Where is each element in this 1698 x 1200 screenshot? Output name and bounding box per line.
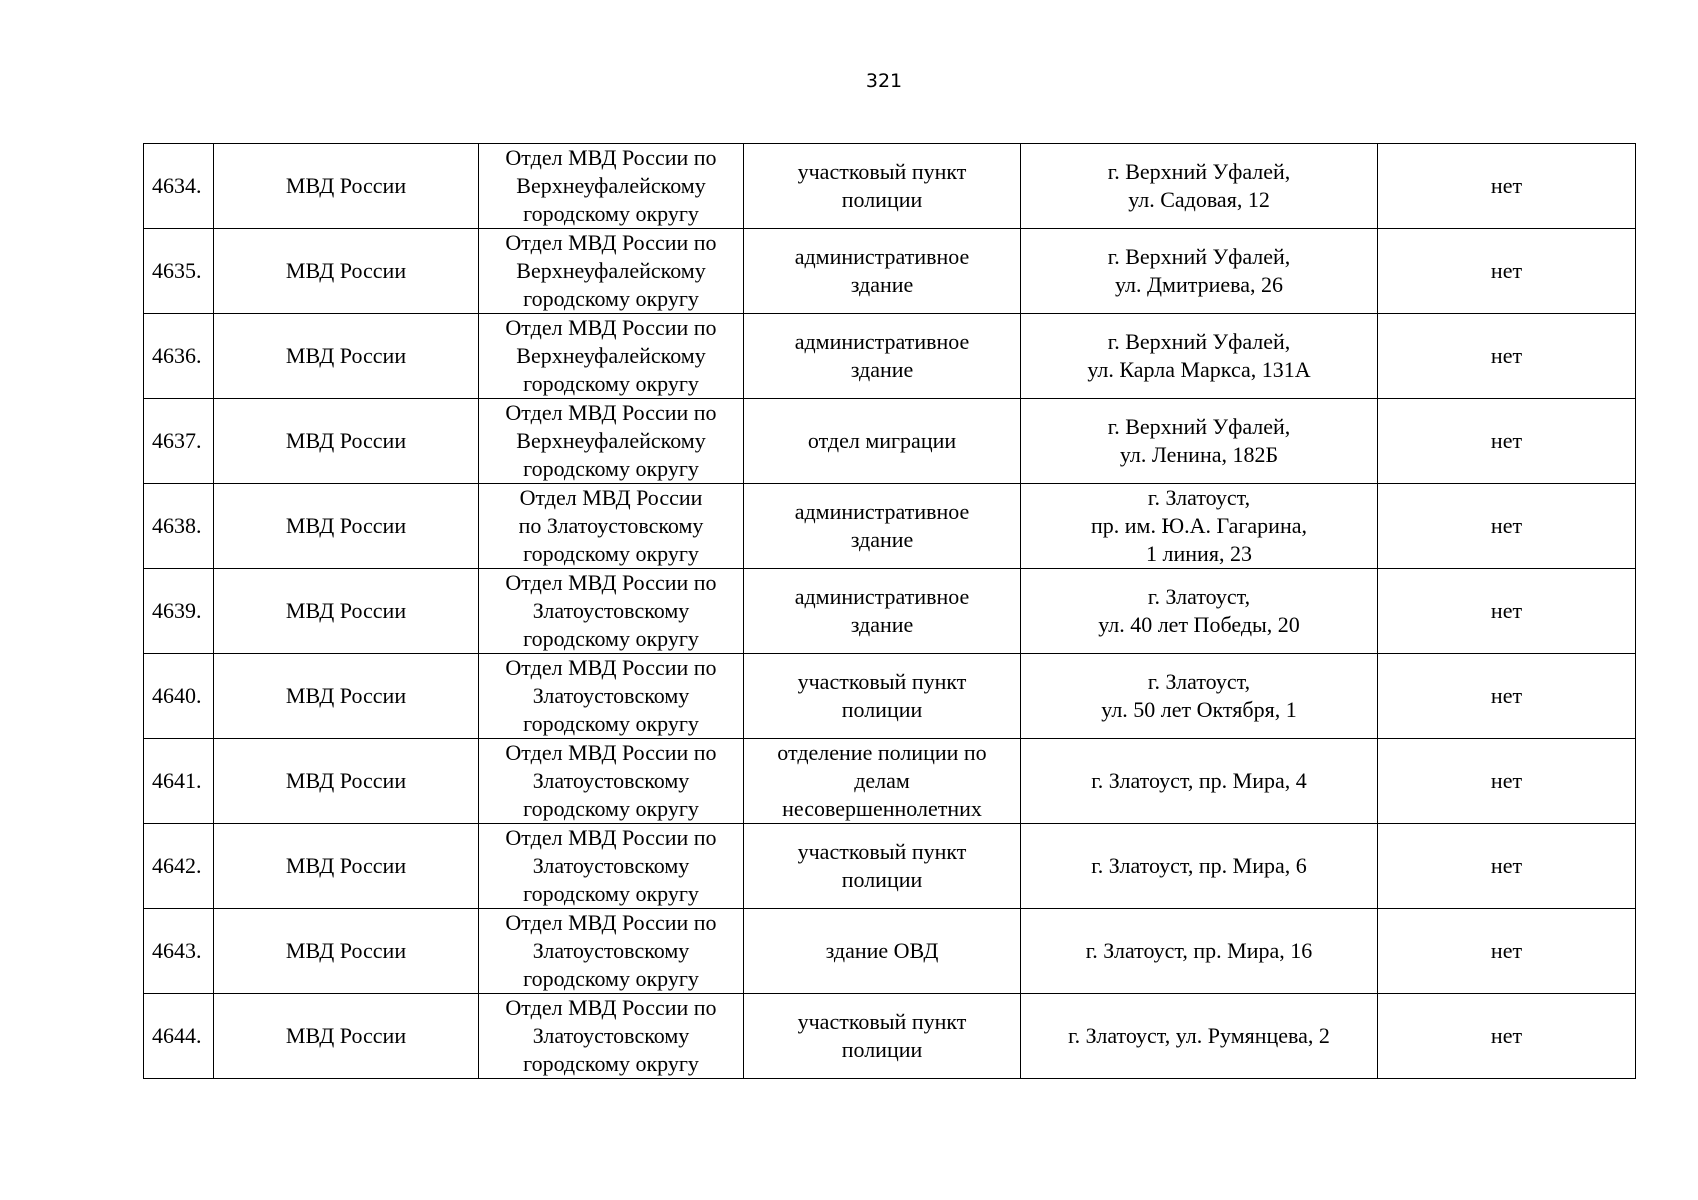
unit-line: городскому округу	[523, 711, 699, 736]
table-row	[144, 824, 1636, 909]
unit-cell	[479, 654, 744, 739]
unit-line: Отдел МВД России по	[505, 995, 717, 1020]
unit-line: Златоустовскому	[532, 598, 690, 623]
unit-line: Златоустовскому	[532, 683, 690, 708]
object-type-line: здание	[850, 612, 914, 637]
address-line: ул. Дмитриева, 26	[1115, 272, 1283, 297]
unit-line: Отдел МВД России по	[505, 570, 717, 595]
unit-line: Отдел МВД России по	[505, 230, 717, 255]
unit-line: городскому округу	[523, 541, 699, 566]
agency-cell: МВД России	[214, 824, 479, 909]
registry-table	[143, 143, 1636, 1079]
object-type-line: полиции	[841, 697, 923, 722]
unit-cell	[479, 569, 744, 654]
address-cell	[1021, 909, 1378, 994]
object-type-line: административное	[794, 329, 970, 354]
address-line: г. Златоуст, ул. Румянцева, 2	[1068, 1023, 1330, 1048]
unit-line: Златоустовскому	[532, 853, 690, 878]
unit-line: Отдел МВД России по	[505, 315, 717, 340]
unit-cell	[479, 229, 744, 314]
unit-line: городскому округу	[523, 201, 699, 226]
object-type-line: полиции	[841, 867, 923, 892]
unit-line: Верхнеуфалейскому	[516, 173, 706, 198]
status-cell: нет	[1378, 739, 1636, 824]
unit-line: Отдел МВД России по	[505, 400, 717, 425]
unit-line: Отдел МВД России по	[505, 145, 717, 170]
object-type-line: участковый пункт	[797, 669, 967, 694]
unit-line: Верхнеуфалейскому	[516, 343, 706, 368]
row-number-cell: 4640.	[144, 654, 214, 739]
unit-line: городскому округу	[523, 626, 699, 651]
table-row	[144, 569, 1636, 654]
object-type-cell	[744, 144, 1021, 229]
address-line: г. Златоуст, пр. Мира, 4	[1091, 768, 1307, 793]
row-number-cell: 4638.	[144, 484, 214, 569]
address-cell	[1021, 654, 1378, 739]
address-cell	[1021, 484, 1378, 569]
unit-line: городскому округу	[523, 796, 699, 821]
row-number-cell: 4642.	[144, 824, 214, 909]
unit-line: Отдел МВД России по	[505, 825, 717, 850]
object-type-cell	[744, 399, 1021, 484]
status-cell: нет	[1378, 144, 1636, 229]
row-number-cell: 4636.	[144, 314, 214, 399]
agency-cell: МВД России	[214, 569, 479, 654]
unit-line: Верхнеуфалейскому	[516, 258, 706, 283]
unit-cell	[479, 399, 744, 484]
object-type-line: административное	[794, 499, 970, 524]
object-type-line: административное	[794, 244, 970, 269]
object-type-line: полиции	[841, 187, 923, 212]
object-type-line: отдел миграции	[807, 428, 957, 453]
object-type-cell	[744, 824, 1021, 909]
object-type-cell	[744, 739, 1021, 824]
object-type-line: несовершеннолетних	[782, 796, 982, 821]
agency-cell: МВД России	[214, 144, 479, 229]
unit-line: по Златоустовскому	[518, 513, 704, 538]
address-cell	[1021, 399, 1378, 484]
address-cell	[1021, 569, 1378, 654]
status-cell: нет	[1378, 314, 1636, 399]
agency-cell: МВД России	[214, 654, 479, 739]
table-row	[144, 484, 1636, 569]
unit-line: Отдел МВД России по	[505, 740, 717, 765]
address-cell	[1021, 314, 1378, 399]
status-cell: нет	[1378, 484, 1636, 569]
unit-line: Златоустовскому	[532, 768, 690, 793]
address-line: пр. им. Ю.А. Гагарина,	[1090, 513, 1307, 538]
table-row	[144, 229, 1636, 314]
address-line: г. Верхний Уфалей,	[1107, 159, 1291, 184]
object-type-cell	[744, 909, 1021, 994]
unit-cell	[479, 909, 744, 994]
row-number-cell: 4637.	[144, 399, 214, 484]
object-type-cell	[744, 314, 1021, 399]
object-type-cell	[744, 484, 1021, 569]
address-line: г. Златоуст,	[1147, 669, 1251, 694]
address-line: г. Златоуст, пр. Мира, 6	[1091, 853, 1307, 878]
agency-cell: МВД России	[214, 399, 479, 484]
unit-line: городскому округу	[523, 1051, 699, 1076]
object-type-line: здание	[850, 272, 914, 297]
object-type-line: делам	[854, 768, 910, 793]
object-type-cell	[744, 229, 1021, 314]
object-type-line: участковый пункт	[797, 1009, 967, 1034]
status-cell: нет	[1378, 399, 1636, 484]
address-line: 1 линия, 23	[1146, 541, 1252, 566]
agency-cell: МВД России	[214, 994, 479, 1079]
unit-cell	[479, 484, 744, 569]
address-cell	[1021, 144, 1378, 229]
agency-cell: МВД России	[214, 484, 479, 569]
object-type-line: участковый пункт	[797, 159, 967, 184]
unit-line: городскому округу	[523, 966, 699, 991]
table-row	[144, 654, 1636, 739]
address-cell	[1021, 229, 1378, 314]
address-line: г. Верхний Уфалей,	[1107, 414, 1291, 439]
registry-table-body	[144, 144, 1636, 1079]
unit-line: городскому округу	[523, 881, 699, 906]
row-number-cell: 4644.	[144, 994, 214, 1079]
row-number-cell: 4643.	[144, 909, 214, 994]
unit-line: Верхнеуфалейскому	[516, 428, 706, 453]
address-cell	[1021, 994, 1378, 1079]
unit-cell	[479, 314, 744, 399]
object-type-line: здание	[850, 357, 914, 382]
address-cell	[1021, 824, 1378, 909]
unit-line: Отдел МВД России по	[505, 655, 717, 680]
object-type-line: административное	[794, 584, 970, 609]
table-row	[144, 399, 1636, 484]
object-type-cell	[744, 994, 1021, 1079]
unit-cell	[479, 994, 744, 1079]
unit-cell	[479, 739, 744, 824]
unit-line: городскому округу	[523, 371, 699, 396]
object-type-cell	[744, 654, 1021, 739]
row-number-cell: 4634.	[144, 144, 214, 229]
status-cell: нет	[1378, 994, 1636, 1079]
object-type-line: здание	[850, 527, 914, 552]
address-line: ул. Карла Маркса, 131А	[1087, 357, 1311, 382]
address-line: ул. 50 лет Октября, 1	[1101, 697, 1297, 722]
unit-cell	[479, 144, 744, 229]
address-line: г. Верхний Уфалей,	[1107, 329, 1291, 354]
address-line: ул. Ленина, 182Б	[1119, 442, 1279, 467]
agency-cell: МВД России	[214, 739, 479, 824]
unit-line: Отдел МВД России по	[505, 910, 717, 935]
status-cell: нет	[1378, 654, 1636, 739]
unit-line: городскому округу	[523, 456, 699, 481]
table-row	[144, 994, 1636, 1079]
row-number-cell: 4639.	[144, 569, 214, 654]
address-line: г. Златоуст,	[1147, 584, 1251, 609]
address-line: г. Златоуст,	[1147, 485, 1251, 510]
table-row	[144, 909, 1636, 994]
object-type-line: отделение полиции по	[777, 740, 987, 765]
object-type-line: участковый пункт	[797, 839, 967, 864]
unit-line: городскому округу	[523, 286, 699, 311]
object-type-line: полиции	[841, 1037, 923, 1062]
unit-line: Златоустовскому	[532, 938, 690, 963]
table-row	[144, 144, 1636, 229]
table-row	[144, 314, 1636, 399]
address-line: ул. 40 лет Победы, 20	[1098, 612, 1300, 637]
agency-cell: МВД России	[214, 314, 479, 399]
object-type-cell	[744, 569, 1021, 654]
unit-line: Златоустовскому	[532, 1023, 690, 1048]
address-line: ул. Садовая, 12	[1128, 187, 1270, 212]
agency-cell: МВД России	[214, 909, 479, 994]
object-type-line: здание ОВД	[825, 938, 939, 963]
unit-cell	[479, 824, 744, 909]
table-row	[144, 739, 1636, 824]
unit-line: Отдел МВД России	[519, 485, 703, 510]
status-cell: нет	[1378, 569, 1636, 654]
page-number: 321	[865, 70, 903, 92]
status-cell: нет	[1378, 909, 1636, 994]
status-cell: нет	[1378, 824, 1636, 909]
row-number-cell: 4635.	[144, 229, 214, 314]
address-line: г. Верхний Уфалей,	[1107, 244, 1291, 269]
row-number-cell: 4641.	[144, 739, 214, 824]
address-cell	[1021, 739, 1378, 824]
address-line: г. Златоуст, пр. Мира, 16	[1085, 938, 1313, 963]
status-cell: нет	[1378, 229, 1636, 314]
agency-cell: МВД России	[214, 229, 479, 314]
